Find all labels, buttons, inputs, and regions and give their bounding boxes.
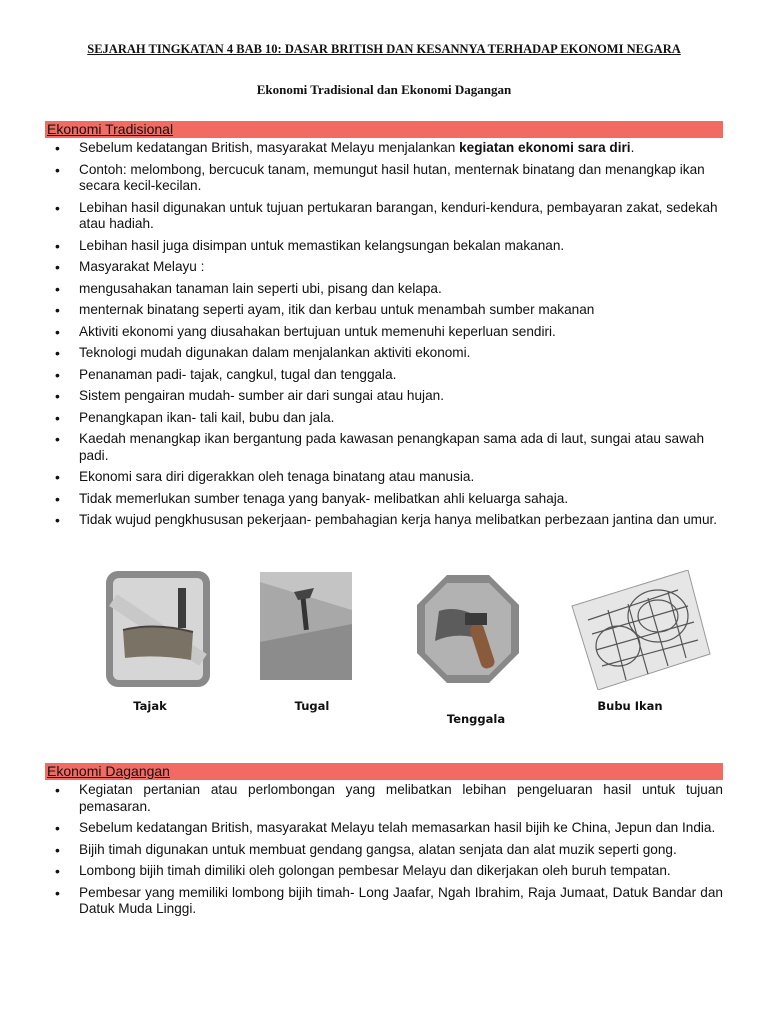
commercial-economy-list (45, 782, 723, 923)
list-item (45, 140, 723, 157)
list-item: • Tidak wujud pengkhususan pekerjaan- pembahagian kerja hanya melibatkan perbezaan jantina dan umur. (45, 512, 723, 529)
list-item: • Lebihan hasil juga disimpan untuk memastikan kelangsungan bekalan makanan. (45, 238, 723, 255)
list-item: • Kegiatan pertanian atau perlombongan yang melibatkan lebihan pengeluaran hasil untuk tujuan pemasaran. (45, 782, 723, 815)
tajak-caption: Tajak (133, 699, 167, 713)
tajak-image (105, 570, 211, 688)
tugal-caption: Tugal (294, 699, 330, 713)
list-item: • Kaedah menangkap ikan bergantung pada kawasan penangkapan sama ada di laut, sungai atau sawah padi. (45, 431, 723, 464)
section-heading-text: Ekonomi Tradisional (47, 121, 174, 137)
list-item: • Penanaman padi- tajak, cangkul, tugal dan tenggala. (45, 367, 723, 384)
list-item: • Tidak memerlukan sumber tenaga yang banyak- melibatkan ahli keluarga sahaja. (45, 491, 723, 508)
list-item: • Masyarakat Melayu : (45, 259, 723, 276)
section-heading-text: Ekonomi Dagangan (47, 763, 170, 779)
list-item: • Pembesar yang memiliki lombong bijih timah- Long Jaafar, Ngah Ibrahim, Raja Jumaat, Datuk Bandar dan Datuk Muda Linggi. (45, 885, 723, 918)
tenggala-image (417, 575, 519, 683)
tenggala-caption: Tenggala (446, 712, 506, 726)
section-heading-ekonomi-dagangan (45, 763, 723, 780)
list-item-bold-text: kegiatan ekonomi sara diri (459, 140, 631, 155)
document-title: SEJARAH TINGKATAN 4 BAB 10: DASAR BRITISH DAN KESANNYA TERHADAP EKONOMI NEGARA (87, 42, 681, 56)
section-heading-ekonomi-tradisional (45, 121, 723, 138)
tugal-image (260, 572, 352, 680)
list-item: • Teknologi mudah digunakan dalam menjalankan aktiviti ekonomi. (45, 345, 723, 362)
document-subtitle: Ekonomi Tradisional dan Ekonomi Dagangan (256, 82, 512, 97)
list-item: • Penangkapan ikan- tali kail, bubu dan jala. (45, 410, 723, 427)
list-item: • mengusahakan tanaman lain seperti ubi, pisang dan kelapa. (45, 281, 723, 298)
list-item-text: . (630, 140, 635, 155)
list-item: • Lebihan hasil digunakan untuk tujuan pertukaran barangan, kenduri-kendura, pembayaran zakat, sedekah atau hadiah. (45, 200, 723, 233)
list-item: • Ekonomi sara diri digerakkan oleh tenaga binatang atau manusia. (45, 469, 723, 486)
bubu-ikan-caption: Bubu Ikan (597, 699, 663, 713)
list-item: • Sebelum kedatangan British, masyarakat Melayu telah memasarkan hasil bijih ke China, Jepun dan India. (45, 820, 723, 837)
list-item: • Bijih timah digunakan untuk membuat gendang gangsa, alatan senjata dan alat muzik seperti gong. (45, 842, 723, 859)
list-item: • Aktiviti ekonomi yang diusahakan bertujuan untuk memenuhi keperluan sendiri. (45, 324, 723, 341)
traditional-economy-list (45, 140, 723, 534)
bubu-ikan-image (568, 570, 714, 690)
list-item-text: Sebelum kedatangan British, masyarakat Melayu menjalankan (79, 140, 460, 155)
list-item: • Contoh: melombong, bercucuk tanam, memungut hasil hutan, menternak binatang dan menangkap ikan secara kecil-kecilan. (45, 162, 723, 195)
list-item: • Lombong bijih timah dimiliki oleh golongan pembesar Melayu dan dikerjakan oleh buruh tempatan. (45, 863, 723, 880)
list-item: • menternak binatang seperti ayam, itik dan kerbau untuk menambah sumber makanan (45, 302, 723, 319)
list-item: • Sistem pengairan mudah- sumber air dari sungai atau hujan. (45, 388, 723, 405)
